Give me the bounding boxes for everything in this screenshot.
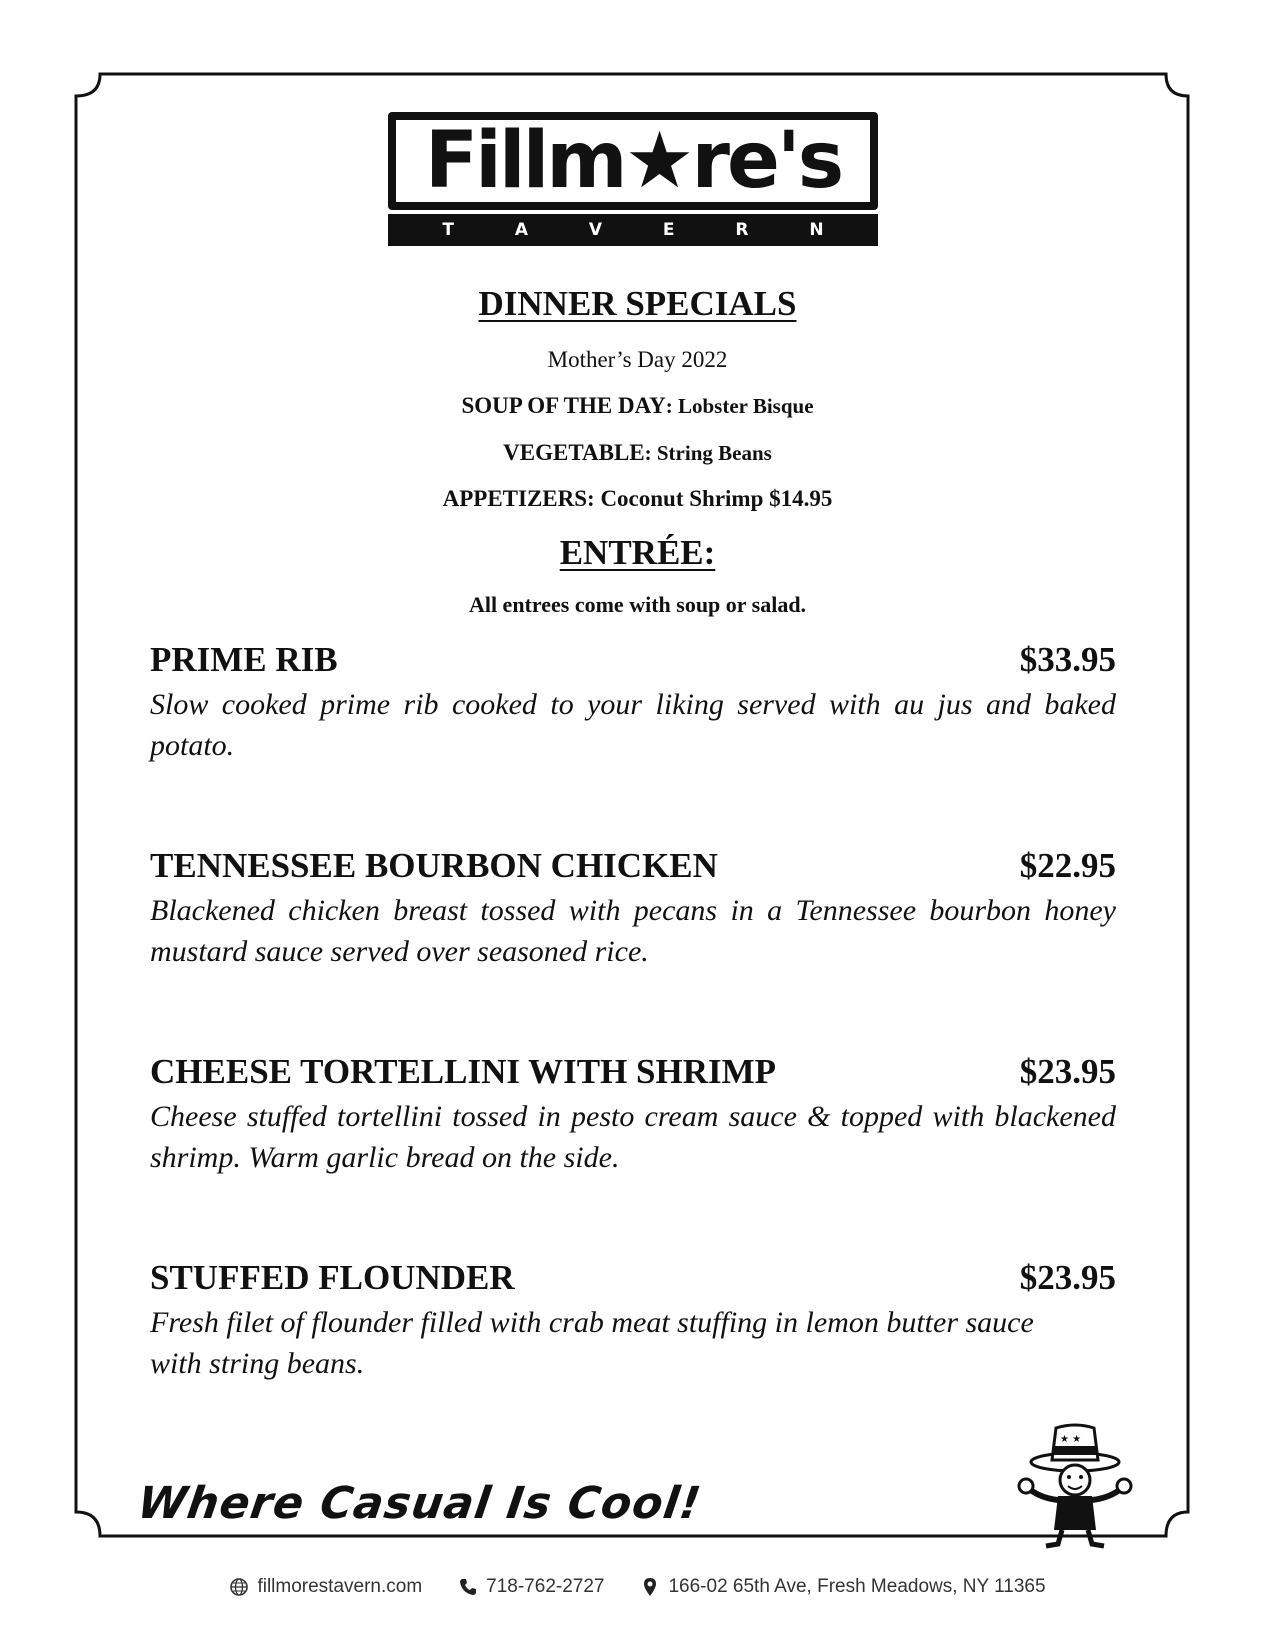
item-price: $22.95: [1019, 846, 1116, 885]
appetizers-line: [0, 486, 1275, 512]
map-pin-icon: [640, 1577, 660, 1597]
fillmores-tavern-logo: [388, 112, 878, 246]
uncle-sam-mascot-icon: [1010, 1420, 1140, 1550]
phone-contact[interactable]: [458, 1576, 604, 1598]
item-description: Cheese stuffed tortellini tossed in pesto cream sauce & topped with blackened shrimp. Warm garlic bread on the side.: [150, 1100, 1116, 1174]
appetizers-label: APPETIZERS: Coconut Shrimp $14.95: [442, 486, 833, 511]
menu-subtitle: Mother’s Day 2022: [547, 347, 728, 372]
vegetable-value: : String Beans: [644, 441, 772, 465]
logo-tavern-band: [388, 214, 878, 246]
logo-letter: V: [588, 220, 603, 240]
soup-value: : Lobster Bisque: [665, 394, 814, 418]
item-name: PRIME RIB: [150, 640, 338, 679]
globe-icon: [229, 1577, 249, 1597]
menu-item-cheese-tortellini: [150, 1052, 1116, 1178]
logo-letter: T: [442, 220, 455, 240]
address-text[interactable]: 166-02 65th Ave, Fresh Meadows, NY 11365: [668, 1576, 1046, 1597]
page-title: DINNER SPECIALS: [478, 284, 797, 323]
menu-item-prime-rib: [150, 640, 1116, 766]
entree-note: All entrees come with soup or salad.: [468, 592, 807, 617]
svg-text:★ ★: ★ ★: [1060, 1434, 1082, 1445]
contact-footer: [0, 1572, 1275, 1602]
item-description: Slow cooked prime rib cooked to your liking served with au jus and baked potato.: [150, 688, 1116, 762]
website-text[interactable]: fillmorestavern.com: [257, 1576, 423, 1597]
entree-heading: ENTRÉE:: [559, 533, 716, 572]
item-price: $33.95: [1019, 640, 1116, 679]
vegetable-label: VEGETABLE: [503, 440, 645, 465]
logo-letter: R: [735, 220, 749, 240]
soup-of-the-day: [0, 393, 1275, 419]
item-description: Fresh filet of flounder filled with crab meat stuffing in lemon butter sauce with string beans.: [150, 1306, 1034, 1380]
phone-text[interactable]: 718-762-2727: [486, 1576, 605, 1597]
item-price: $23.95: [1019, 1052, 1116, 1091]
logo-top-block: [388, 112, 878, 210]
logo-letter: A: [514, 220, 529, 240]
logo-letter: E: [662, 220, 675, 240]
menu-item-tennessee-bourbon-chicken: [150, 846, 1116, 972]
vegetable-line: [0, 440, 1275, 466]
menu-item-stuffed-flounder: [150, 1258, 1116, 1384]
website-contact[interactable]: [229, 1576, 422, 1598]
logo-wordmark: Fillm★re's: [392, 116, 874, 206]
item-name: STUFFED FLOUNDER: [150, 1258, 515, 1297]
item-description: Blackened chicken breast tossed with pecans in a Tennessee bourbon honey mustard sauce served over seasoned rice.: [150, 894, 1116, 968]
tagline: Where Casual Is Cool!: [134, 1478, 705, 1529]
item-price: $23.95: [1019, 1258, 1116, 1297]
logo-letter: N: [809, 220, 824, 240]
phone-icon: [458, 1577, 478, 1597]
soup-label: SOUP OF THE DAY: [461, 393, 666, 418]
item-name: TENNESSEE BOURBON CHICKEN: [150, 846, 718, 885]
item-name: CHEESE TORTELLINI WITH SHRIMP: [150, 1052, 777, 1091]
address-contact[interactable]: [640, 1576, 1045, 1598]
